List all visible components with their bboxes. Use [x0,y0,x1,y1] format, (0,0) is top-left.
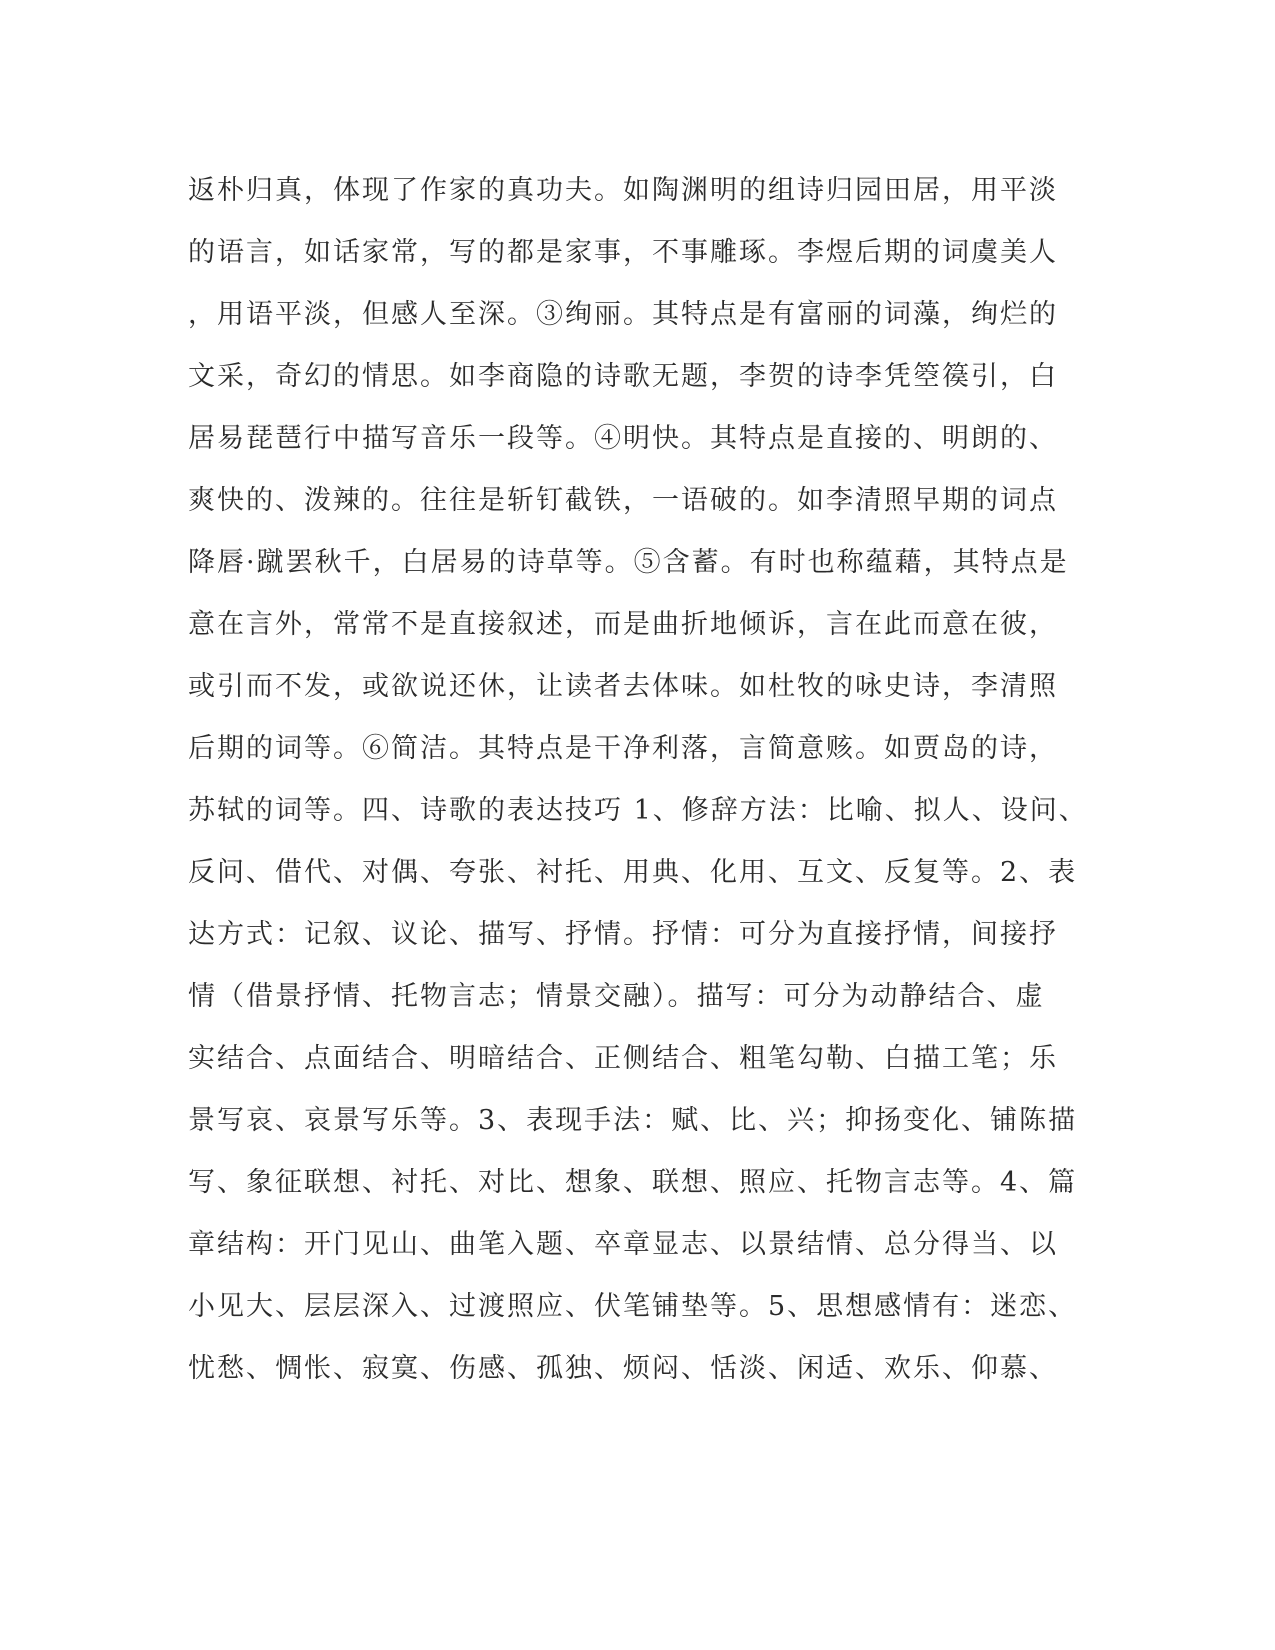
text-line-6: 爽快的、泼辣的。往往是斩钉截铁，一语破的。如李清照早期的词点 [188,485,1058,516]
text-line-19: 小见大、层层深入、过渡照应、伏笔铺垫等。5、思想感情有：迷恋、 [188,1291,1078,1322]
text-line-15: 实结合、点面结合、明暗结合、正侧结合、粗笔勾勒、白描工笔；乐 [188,1043,1058,1074]
body-text [188,160,1088,1400]
text-line-17: 写、象征联想、衬托、对比、想象、联想、照应、托物言志等。4、篇 [188,1167,1078,1198]
text-line-2: 的语言，如话家常，写的都是家事，不事雕琢。李煜后期的词虞美人 [188,237,1058,268]
text-line-18: 章结构：开门见山、曲笔入题、卒章显志、以景结情、总分得当、以 [188,1229,1058,1260]
text-line-5: 居易琵琶行中描写音乐一段等。④明快。其特点是直接的、明朗的、 [188,423,1058,454]
text-line-13: 达方式：记叙、议论、描写、抒情。抒情：可分为直接抒情，间接抒 [188,919,1058,950]
text-line-14: 情（借景抒情、托物言志；情景交融）。描写：可分为动静结合、虚 [188,981,1045,1012]
text-line-10: 后期的词等。⑥简洁。其特点是干净利落，言简意赅。如贾岛的诗， [188,733,1058,764]
text-line-11: 苏轼的词等。四、诗歌的表达技巧 1、修辞方法：比喻、拟人、设问、 [188,795,1088,826]
text-line-1: 返朴归真，体现了作家的真功夫。如陶渊明的组诗归园田居，用平淡 [188,175,1058,206]
text-line-20: 忧愁、惆怅、寂寞、伤感、孤独、烦闷、恬淡、闲适、欢乐、仰慕、 [188,1353,1058,1384]
text-line-9: 或引而不发，或欲说还休，让读者去体味。如杜牧的咏史诗，李清照 [188,671,1058,702]
text-line-7: 降唇·蹴罢秋千，白居易的诗草等。⑤含蓄。有时也称蕴藉，其特点是 [188,547,1069,578]
text-line-12: 反问、借代、对偶、夸张、衬托、用典、化用、互文、反复等。2、表 [188,857,1078,888]
text-line-8: 意在言外，常常不是直接叙述，而是曲折地倾诉，言在此而意在彼， [188,609,1058,640]
text-line-4: 文采，奇幻的情思。如李商隐的诗歌无题，李贺的诗李凭箜篌引，白 [188,361,1058,392]
text-line-16: 景写哀、哀景写乐等。3、表现手法：赋、比、兴；抑扬变化、铺陈描 [188,1105,1078,1136]
text-line-3: ，用语平淡，但感人至深。③绚丽。其特点是有富丽的词藻，绚烂的 [188,299,1058,330]
